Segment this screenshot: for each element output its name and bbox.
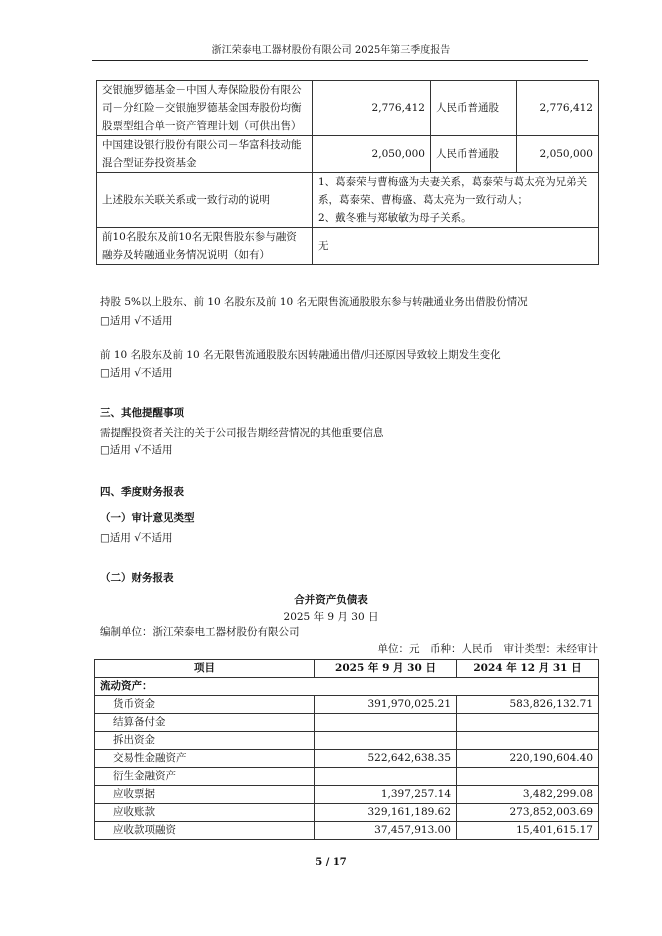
prior-value — [457, 732, 599, 750]
balance-sheet-title: 合并资产负债表 — [294, 594, 368, 606]
company-name: 编制单位：浙江荣泰电工器材股份有限公司 — [100, 626, 300, 638]
table-row — [97, 228, 599, 265]
relation-line: 2、戴冬雅与郑敏敏为母子关系。 — [318, 212, 472, 224]
balance-sheet-date: 2025 年 9 月 30 日 — [283, 611, 379, 623]
share-type: 人民币普通股 — [431, 81, 517, 136]
item-label: 结算备付金 — [95, 714, 315, 732]
prior-value: 273,852,003.69 — [457, 804, 599, 822]
item-label: 交易性金融资产 — [95, 750, 315, 768]
prior-value: 220,190,604.40 — [457, 750, 599, 768]
current-value: 37,457,913.00 — [315, 822, 457, 840]
column-header: 2024 年 12 月 31 日 — [457, 660, 599, 678]
table-row — [95, 804, 599, 822]
margin-value: 无 — [313, 228, 599, 265]
table-row — [95, 678, 599, 696]
current-value: 522,642,638.35 — [315, 750, 457, 768]
table-row — [95, 786, 599, 804]
item-label: 衍生金融资产 — [95, 768, 315, 786]
header-divider — [92, 60, 588, 61]
prior-value — [457, 714, 599, 732]
fin-title: （二）财务报表 — [100, 572, 174, 584]
relation-description — [313, 173, 599, 228]
audit-options: □适用 √不适用 — [100, 532, 173, 544]
column-header: 2025 年 9 月 30 日 — [315, 660, 457, 678]
current-value — [315, 768, 457, 786]
share-type: 人民币普通股 — [431, 136, 517, 173]
share-type-quantity: 2,776,412 — [517, 81, 599, 136]
holder-quantity: 2,050,000 — [313, 136, 431, 173]
item-label: 货币资金 — [95, 696, 315, 714]
margin-label: 前10名股东及前10名无限售股东参与融资融券及转融通业务情况说明（如有） — [97, 228, 313, 265]
section-label: 流动资产： — [95, 678, 599, 696]
prior-value — [457, 768, 599, 786]
holder-quantity: 2,776,412 — [313, 81, 431, 136]
unit-info: 单位：元 币种：人民币 审计类型：未经审计 — [377, 643, 598, 655]
table-row — [95, 714, 599, 732]
lending-options: □适用 √不适用 — [100, 315, 173, 327]
table-row — [97, 136, 599, 173]
current-value: 1,397,257.14 — [315, 786, 457, 804]
table-row — [95, 732, 599, 750]
current-value: 391,970,025.21 — [315, 696, 457, 714]
prior-value: 3,482,299.08 — [457, 786, 599, 804]
current-value: 329,161,189.62 — [315, 804, 457, 822]
current-value — [315, 714, 457, 732]
item-label: 应收账款 — [95, 804, 315, 822]
change-options: □适用 √不适用 — [100, 367, 173, 379]
change-title: 前 10 名股东及前 10 名无限售流通股股东因转融通出借/归还原因导致较上期发生变化 — [100, 349, 501, 361]
section4-title: 四、季度财务报表 — [100, 486, 184, 498]
shareholders-table — [96, 80, 599, 265]
lending-title: 持股 5%以上股东、前 10 名股东及前 10 名无限售流通股股东参与转融通业务出借股份情况 — [100, 296, 528, 308]
column-header: 项目 — [95, 660, 315, 678]
table-row — [95, 822, 599, 840]
holder-name: 中国建设银行股份有限公司－华富科技动能混合型证券投资基金 — [97, 136, 313, 173]
table-row — [97, 173, 599, 228]
current-value — [315, 732, 457, 750]
item-label: 应收票据 — [95, 786, 315, 804]
balance-sheet-table — [94, 659, 599, 840]
section3-options: □适用 √不适用 — [100, 444, 173, 456]
share-type-quantity: 2,050,000 — [517, 136, 599, 173]
table-row — [95, 696, 599, 714]
page-header: 浙江荣泰电工器材股份有限公司 2025年第三季度报告 — [211, 45, 451, 56]
page-number: 5 / 17 — [315, 857, 347, 868]
relation-line: 1、葛泰荣与曹梅盛为夫妻关系，葛泰荣与葛太亮为兄弟关系，葛泰荣、曹梅盛、葛太亮为一致行动人； — [318, 176, 588, 206]
item-label: 拆出资金 — [95, 732, 315, 750]
relation-label: 上述股东关联关系或一致行动的说明 — [97, 173, 313, 228]
prior-value: 583,826,132.71 — [457, 696, 599, 714]
prior-value: 15,401,615.17 — [457, 822, 599, 840]
table-row — [95, 750, 599, 768]
audit-title: （一）审计意见类型 — [100, 512, 195, 524]
holder-name: 交银施罗德基金－中国人寿保险股份有限公司－分红险－交银施罗德基金国寿股份均衡股票型组合单一资产管理计划（可供出售） — [97, 81, 313, 136]
table-row — [95, 768, 599, 786]
section3-desc: 需提醒投资者关注的关于公司报告期经营情况的其他重要信息 — [100, 427, 384, 439]
table-header-row — [95, 660, 599, 678]
item-label: 应收款项融资 — [95, 822, 315, 840]
table-row — [97, 81, 599, 136]
section3-title: 三、其他提醒事项 — [100, 407, 184, 419]
